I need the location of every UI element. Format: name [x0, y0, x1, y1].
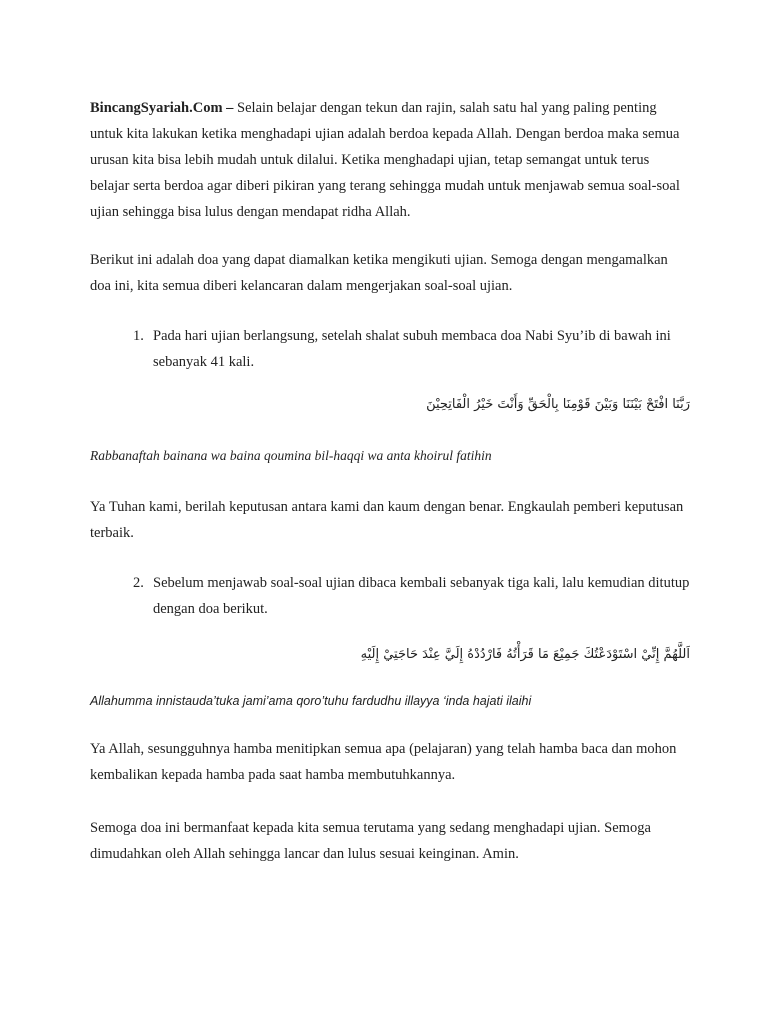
- list-item-number: 1.: [133, 328, 144, 344]
- transliteration-2: Allahumma innistauda’tuka jami’ama qoro’tuhu fardudhu illayya ‘inda hajati ilaihi: [90, 694, 532, 708]
- list-item-text: Sebelum menjawab soal-soal ujian dibaca kembali sebanyak tiga kali, lalu kemudian ditutup dengan doa berikut.: [153, 575, 690, 617]
- intro-paragraph: [90, 95, 690, 225]
- translation-1: Ya Tuhan kami, berilah keputusan antara kami dan kaum dengan benar. Engkaulah pemberi keputusan terbaik.: [90, 499, 684, 541]
- arabic-prayer-1: رَبَّنَا افْتَحْ بَيْنَنَا وَبَيْنَ قَوْمِنَا بِالْحَقِّ وَأَنْتَ خَيْرُ الْفَاتِحِيْنَ: [426, 397, 690, 412]
- translation-2: Ya Allah, sesungguhnya hamba menitipkan semua apa (pelajaran) yang telah hamba baca dan mohon kembalikan kepada hamba pada saat hamba membutuhkannya.: [90, 741, 677, 783]
- arabic-prayer-2: اَللَّهُمَّ إِنِّيْ اسْتَوْدَعْتُكَ جَمِيْعَ مَا قَرَأْتُهُ فَارْدُدْهُ إِلَيَّ عِنْدَ حَاجَتِيْ إِلَيْهِ: [360, 647, 690, 662]
- brand-name: BincangSyariah.Com –: [90, 100, 234, 116]
- list-item-text: Pada hari ujian berlangsung, setelah shalat subuh membaca doa Nabi Syu’ib di bawah ini sebanyak 41 kali.: [153, 328, 671, 370]
- transliteration-1: Rabbanaftah bainana wa baina qoumina bil-haqqi wa anta khoirul fatihin: [90, 448, 492, 463]
- list-item-number: 2.: [133, 575, 144, 591]
- paragraph-2: Berikut ini adalah doa yang dapat diamalkan ketika mengikuti ujian. Semoga dengan mengamalkan doa ini, kita semua diberi kelancaran dalam mengerjakan soal-soal ujian.: [90, 252, 668, 294]
- intro-text: Selain belajar dengan tekun dan rajin, salah satu hal yang paling penting untuk kita lakukan ketika menghadapi ujian adalah berdoa kepada Allah. Dengan berdoa maka semua urusan kita bisa lebih mudah untuk dilalui. Ketika menghadapi ujian, tetap semangat untuk terus belajar serta berdoa agar diberi pikiran yang terang sehingga mudah untuk menjawab semua soal-soal ujian sehingga bisa lulus dengan mendapat ridha Allah.: [90, 100, 680, 220]
- closing-paragraph: Semoga doa ini bermanfaat kepada kita semua terutama yang sedang menghadapi ujian. Semoga dimudahkan oleh Allah sehingga lancar dan lulus sesuai keinginan. Amin.: [90, 820, 651, 862]
